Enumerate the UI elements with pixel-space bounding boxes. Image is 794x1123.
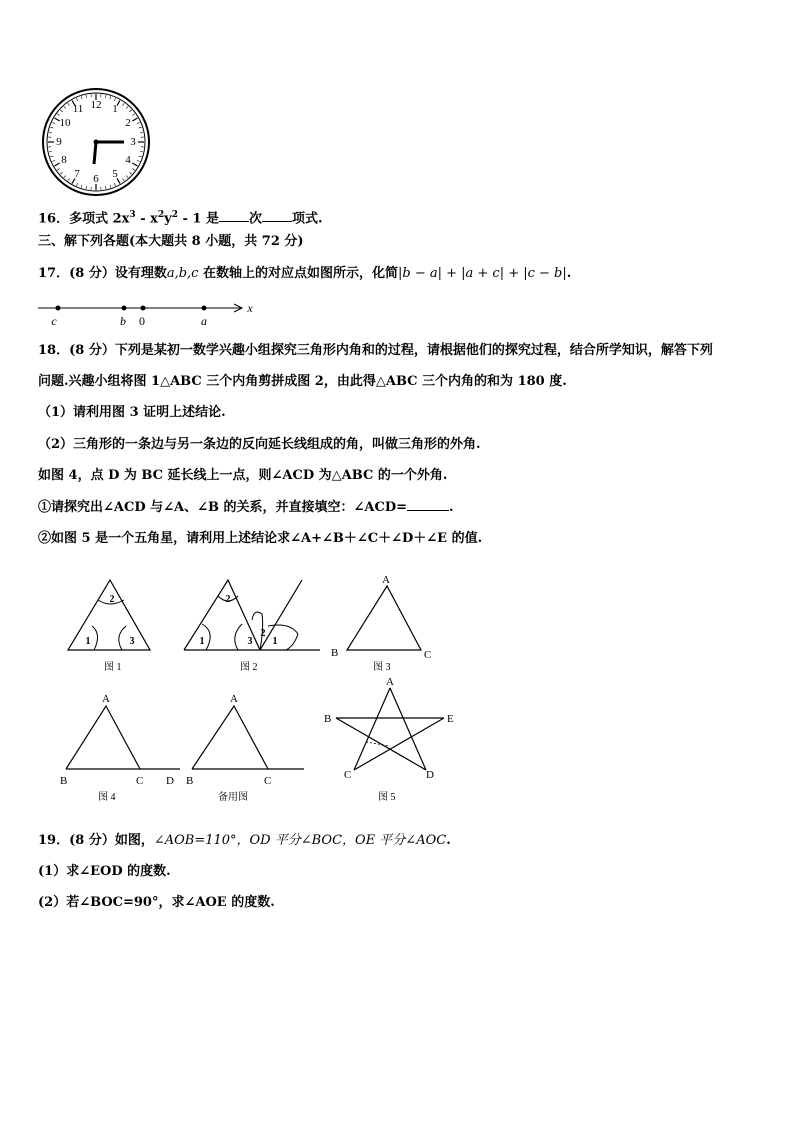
clock-number-10: 10 — [59, 117, 71, 129]
fig5-point-C: C — [344, 769, 352, 781]
figure-5 — [322, 672, 462, 806]
clock-tick — [64, 106, 66, 108]
clock-tick — [132, 118, 137, 121]
number-line — [36, 298, 266, 330]
q18-sub-1 — [38, 498, 454, 517]
fig3-caption: 图 3 — [373, 662, 391, 673]
clock-tick — [76, 98, 77, 101]
clock-tick — [122, 178, 124, 180]
clock-tick — [137, 122, 140, 123]
axis-label-a: a — [201, 314, 207, 328]
fig3-point-A: A — [382, 574, 390, 586]
clock-tick — [81, 185, 82, 188]
fig5-point-E: E — [447, 713, 454, 725]
clock-tick — [139, 127, 142, 128]
question-19 — [38, 832, 451, 850]
clock-tick — [86, 95, 87, 98]
fig1-caption: 图 1 — [104, 662, 122, 673]
clock-tick — [50, 127, 53, 128]
q17-text: 17．(8 分）设有理数 — [38, 266, 167, 281]
q18-part-2b: 如图 4，点 D 为 BC 延长线上一点，则∠ACD 为△ABC 的一个外角. — [38, 468, 448, 483]
q16-exp2: 2 — [157, 210, 165, 220]
fig1-angle-3: 3 — [129, 636, 135, 647]
axis-label-x: x — [247, 301, 253, 315]
fig2-angle-2-top: 2 — [225, 594, 231, 605]
clock-number-9: 9 — [56, 136, 62, 148]
clock-tick — [54, 163, 59, 166]
clock-number-3: 3 — [130, 136, 136, 148]
clock-tick — [60, 172, 62, 174]
clock-tick — [105, 95, 106, 98]
clock-hour-hand — [94, 142, 96, 164]
q16-mid1: - x — [135, 211, 158, 227]
fig2-angle-2-right: 2 — [260, 628, 266, 639]
q18-part-2: （2）三角形的一条边与另一条边的反向延长线组成的角，叫做三角形的外角. — [38, 437, 481, 452]
q19-part-1: (1）求∠EOD 的度数. — [38, 864, 171, 879]
clock-tick — [49, 151, 52, 152]
clock-tick — [86, 186, 87, 189]
clock-tick — [140, 151, 143, 152]
clock-tick — [140, 132, 143, 133]
q18-sub-2: ②如图 5 是一个五角星，请利用上述结论求∠A+∠B＋∠C＋∠D＋∠E 的值. — [38, 531, 483, 546]
clock-tick — [126, 175, 128, 177]
fig2-angle-1-right: 1 — [272, 636, 278, 647]
q18-part-1: （1）请利用图 3 证明上述结论. — [38, 405, 226, 420]
clock-tick — [57, 114, 59, 116]
q18-blank — [407, 498, 449, 511]
clock-tick — [132, 163, 137, 166]
clock-number-5: 5 — [112, 168, 118, 180]
section-heading: 三、解下列各题(本大题共 8 小题，共 72 分) — [38, 234, 304, 249]
q16-mid4: 次 — [249, 211, 263, 227]
clock-tick — [52, 160, 55, 161]
fig3-point-C: C — [424, 649, 432, 661]
clock-figure — [40, 86, 152, 198]
q19-math: ∠AOB=110°，OD 平分∠BOC，OE 平分∠AOC — [153, 833, 447, 848]
clock-tick — [114, 183, 115, 186]
clock-tick — [132, 114, 134, 116]
spare-point-C: C — [264, 775, 272, 787]
q18-line-1: 18．(8 分）下列是某初一数学兴趣小组探究三角形内角和的过程，请根据他们的探究过程，结合所学知识，解答下列 — [38, 343, 713, 358]
q16-blank-1 — [219, 209, 249, 222]
fig4-point-B: B — [60, 775, 68, 787]
clock-tick — [132, 168, 134, 170]
fig4-point-C: C — [136, 775, 144, 787]
q17-expression: |b − a| + |a + c| + |c − b| — [397, 266, 567, 281]
clock-number-12: 12 — [90, 99, 102, 111]
clock-tick — [129, 110, 131, 112]
clock-tick — [68, 103, 70, 105]
clock-tick — [49, 132, 52, 133]
q16-blank-2 — [262, 209, 292, 222]
clock-tick — [60, 110, 62, 112]
fig2-angle-1-left: 1 — [199, 636, 205, 647]
clock-tick — [129, 172, 131, 174]
clock-tick — [81, 96, 82, 99]
q19-text: 19．(8 分）如图， — [38, 833, 154, 848]
spare-figure — [182, 688, 310, 806]
q16-exp1: 3 — [129, 210, 136, 220]
q18-line-2: 问题.兴趣小组将图 1△ABC 三个内角剪拼成图 2，由此得△ABC 三个内角的和为 180 度. — [38, 374, 567, 389]
clock-tick — [57, 168, 59, 170]
fig4-caption: 图 4 — [98, 792, 116, 803]
q18-sub1-text: ①请探究出∠ACD 与∠A、∠B 的关系，并直接填空：∠ACD= — [38, 500, 408, 515]
clock-number-6: 6 — [93, 173, 99, 185]
figure-3 — [325, 572, 435, 676]
clock-tick — [126, 106, 128, 108]
clock-tick — [122, 103, 124, 105]
clock-tick — [64, 175, 66, 177]
fig5-point-B: B — [324, 713, 332, 725]
q17-vars: a,b,c — [166, 266, 199, 281]
figure-2 — [180, 578, 325, 676]
q18-sub1-end: . — [449, 500, 454, 515]
fig1-angle-1: 1 — [85, 636, 91, 647]
clock-tick — [76, 183, 77, 186]
clock-number-8: 8 — [61, 154, 67, 166]
clock-tick — [68, 178, 70, 180]
clock-tick — [105, 186, 106, 189]
clock-tick — [114, 98, 115, 101]
spare-caption: 备用图 — [218, 792, 248, 803]
axis-label-b: b — [120, 314, 126, 328]
q16-mid3: - 1 是 — [177, 211, 220, 227]
q16-mid2: y — [164, 211, 172, 227]
q16-post: 项式. — [292, 211, 323, 227]
spare-point-A: A — [230, 693, 238, 705]
q19-part-2: (2）若∠BOC=90°，求∠AOE 的度数. — [38, 895, 275, 910]
fig5-point-A: A — [386, 676, 394, 688]
fig2-angle-3: 3 — [247, 636, 253, 647]
fig4-point-A: A — [102, 693, 110, 705]
q16-number: 16． — [38, 211, 70, 227]
q17-text2: 在数轴上的对应点如图所示，化简 — [198, 266, 398, 281]
fig4-point-D: D — [166, 775, 174, 787]
spare-point-B: B — [186, 775, 194, 787]
fig5-caption: 图 5 — [378, 792, 396, 803]
clock-number-11: 11 — [72, 103, 84, 115]
axis-label-c: c — [51, 314, 57, 328]
axis-label-0: 0 — [139, 314, 145, 328]
clock-number-1: 1 — [112, 103, 118, 115]
clock-tick — [52, 122, 55, 123]
q16-exp3: 2 — [171, 210, 178, 220]
question-16 — [38, 206, 323, 228]
figure-1 — [62, 578, 157, 676]
clock-number-4: 4 — [125, 154, 131, 166]
q19-end: . — [446, 833, 451, 848]
fig5-point-D: D — [426, 769, 434, 781]
figure-4 — [56, 688, 186, 806]
clock-tick — [50, 156, 53, 157]
q17-end: . — [566, 266, 572, 281]
clock-tick — [110, 185, 111, 188]
clock-number-2: 2 — [125, 117, 131, 129]
fig1-angle-2: 2 — [109, 594, 115, 605]
clock-number-7: 7 — [74, 168, 80, 180]
q16-text: 多项式 2x — [69, 211, 130, 227]
clock-tick — [110, 96, 111, 99]
fig3-point-B: B — [331, 647, 339, 659]
fig2-caption: 图 2 — [240, 662, 258, 673]
clock-tick — [137, 160, 140, 161]
question-17 — [38, 265, 571, 283]
clock-tick — [139, 156, 142, 157]
